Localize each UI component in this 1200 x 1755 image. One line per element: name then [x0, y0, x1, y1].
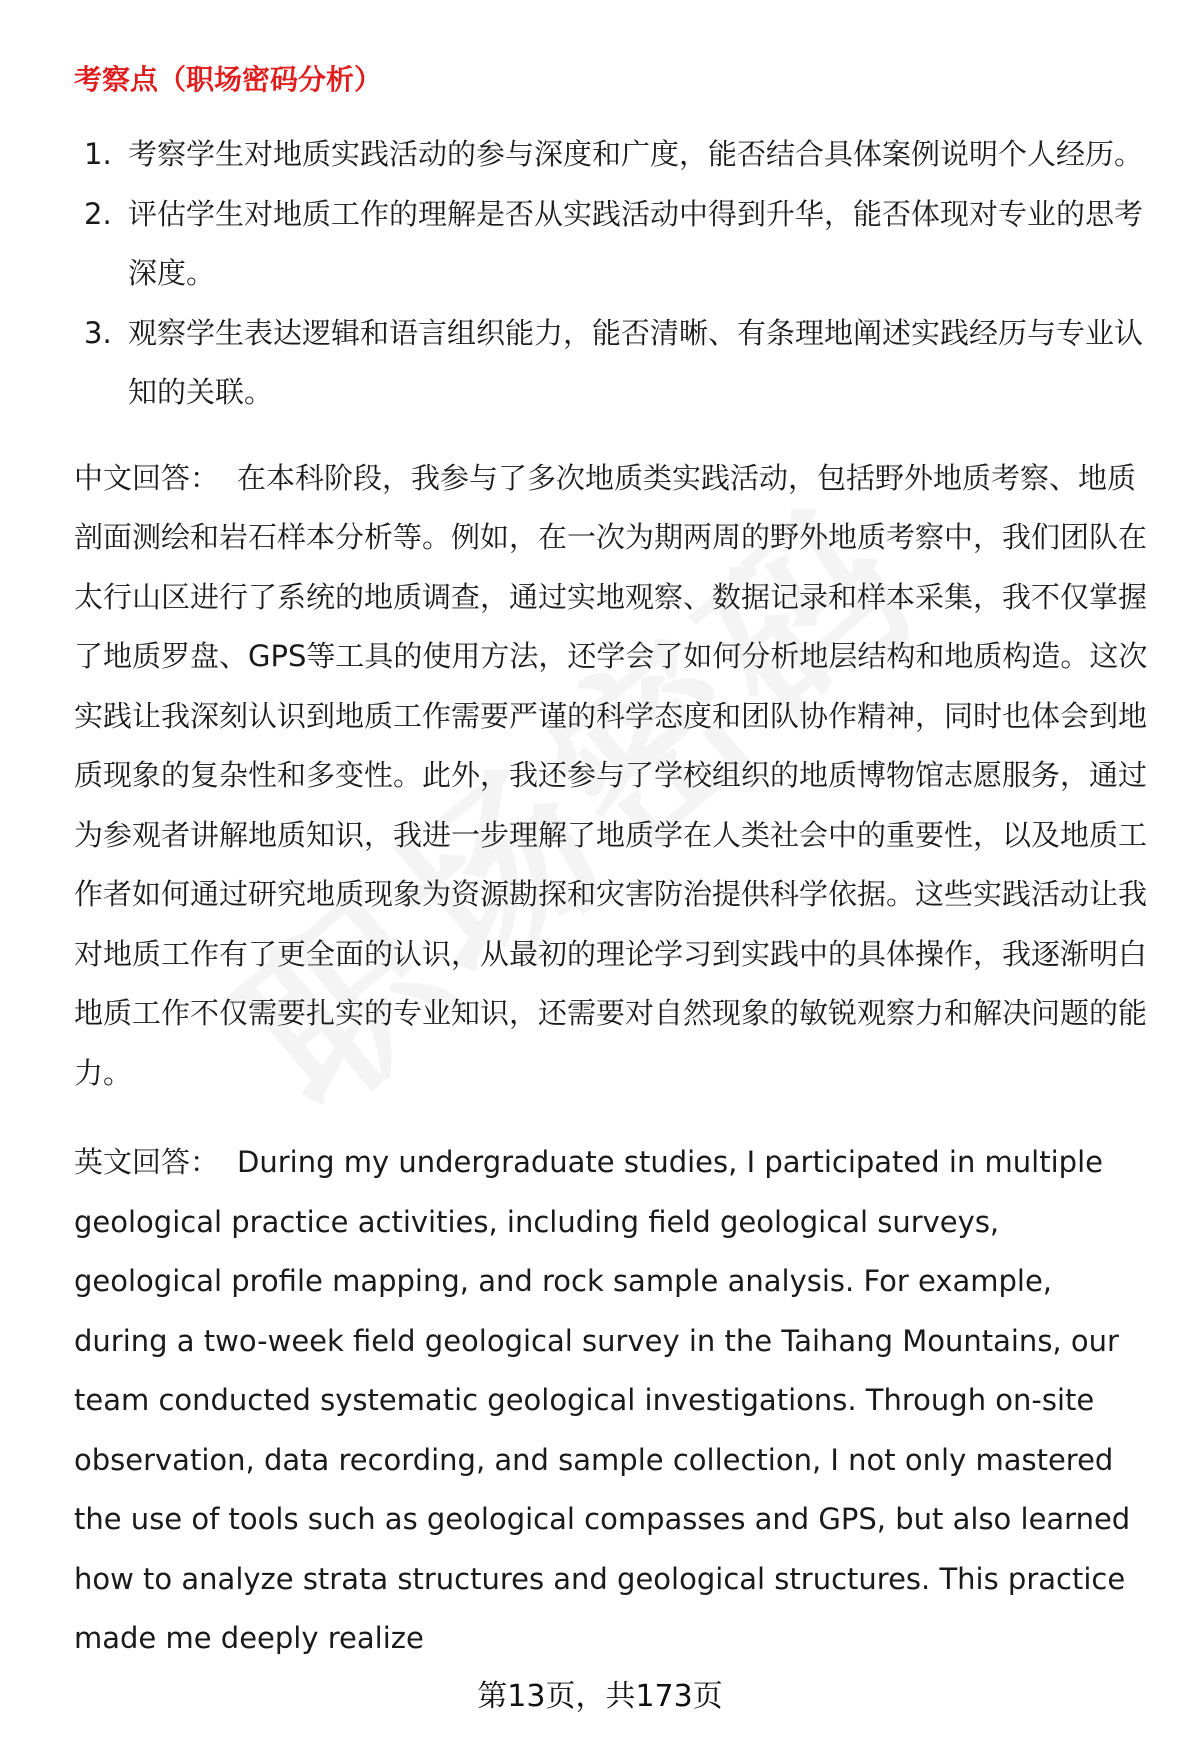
- list-item-number: 1.: [84, 137, 112, 171]
- assessment-points-list: [74, 125, 1154, 423]
- chinese-answer-paragraph: [74, 449, 1154, 1104]
- page-content: [74, 55, 1154, 1669]
- page-number-footer: 第13页，共173页: [477, 1679, 723, 1714]
- list-item-text: 考察学生对地质实践活动的参与深度和广度，能否结合具体案例说明个人经历。: [128, 137, 1144, 171]
- english-answer-label: 英文回答：: [74, 1145, 220, 1179]
- english-answer-paragraph: [74, 1133, 1154, 1669]
- list-item: [74, 185, 1154, 304]
- list-item: [74, 304, 1154, 423]
- list-item-number: 2.: [84, 196, 112, 231]
- list-item-text: 评估学生对地质工作的理解是否从实践活动中得到升华，能否体现对专业的思考深度。: [128, 196, 1144, 290]
- list-item-number: 3.: [84, 315, 112, 350]
- list-item: [74, 125, 1154, 185]
- chinese-answer-label: 中文回答：: [74, 460, 220, 495]
- section-title: 考察点（职场密码分析）: [74, 63, 383, 96]
- list-item-text: 观察学生表达逻辑和语言组织能力，能否清晰、有条理地阐述实践经历与专业认知的关联。: [128, 315, 1144, 409]
- english-answer-text: During my undergraduate studies, I participated in multiple geological practice activities, including field geological surveys, geological profile mapping, and rock sample analysis. For example, during a two-week field geological survey in the Taihang Mountains, our team conducted systematic geological investigations. Through on-site observation, data recording, and sample collection, I not only mastered the use of tools such as geological compasses and GPS, but also learned how to analyze strata structures and geological structures. This practice made me deeply realize: [74, 1145, 1131, 1655]
- chinese-answer-text: 在本科阶段，我参与了多次地质类实践活动，包括野外地质考察、地质剖面测绘和岩石样本分析等。例如，在一次为期两周的野外地质考察中，我们团队在太行山区进行了系统的地质调查，通过实地观察、数据记录和样本采集，我不仅掌握了地质罗盘、GPS等工具的使用方法，还学会了如何分析地层结构和地质构造。这次实践让我深刻认识到地质工作需要严谨的科学态度和团队协作精神，同时也体会到地质现象的复杂性和多变性。此外，我还参与了学校组织的地质博物馆志愿服务，通过为参观者讲解地质知识，我进一步理解了地质学在人类社会中的重要性，以及地质工作者如何通过研究地质现象为资源勘探和灾害防治提供科学依据。这些实践活动让我对地质工作有了更全面的认识，从最初的理论学习到实践中的具体操作，我逐渐明白地质工作不仅需要扎实的专业知识，还需要对自然现象的敏锐观察力和解决问题的能力。: [74, 460, 1148, 1090]
